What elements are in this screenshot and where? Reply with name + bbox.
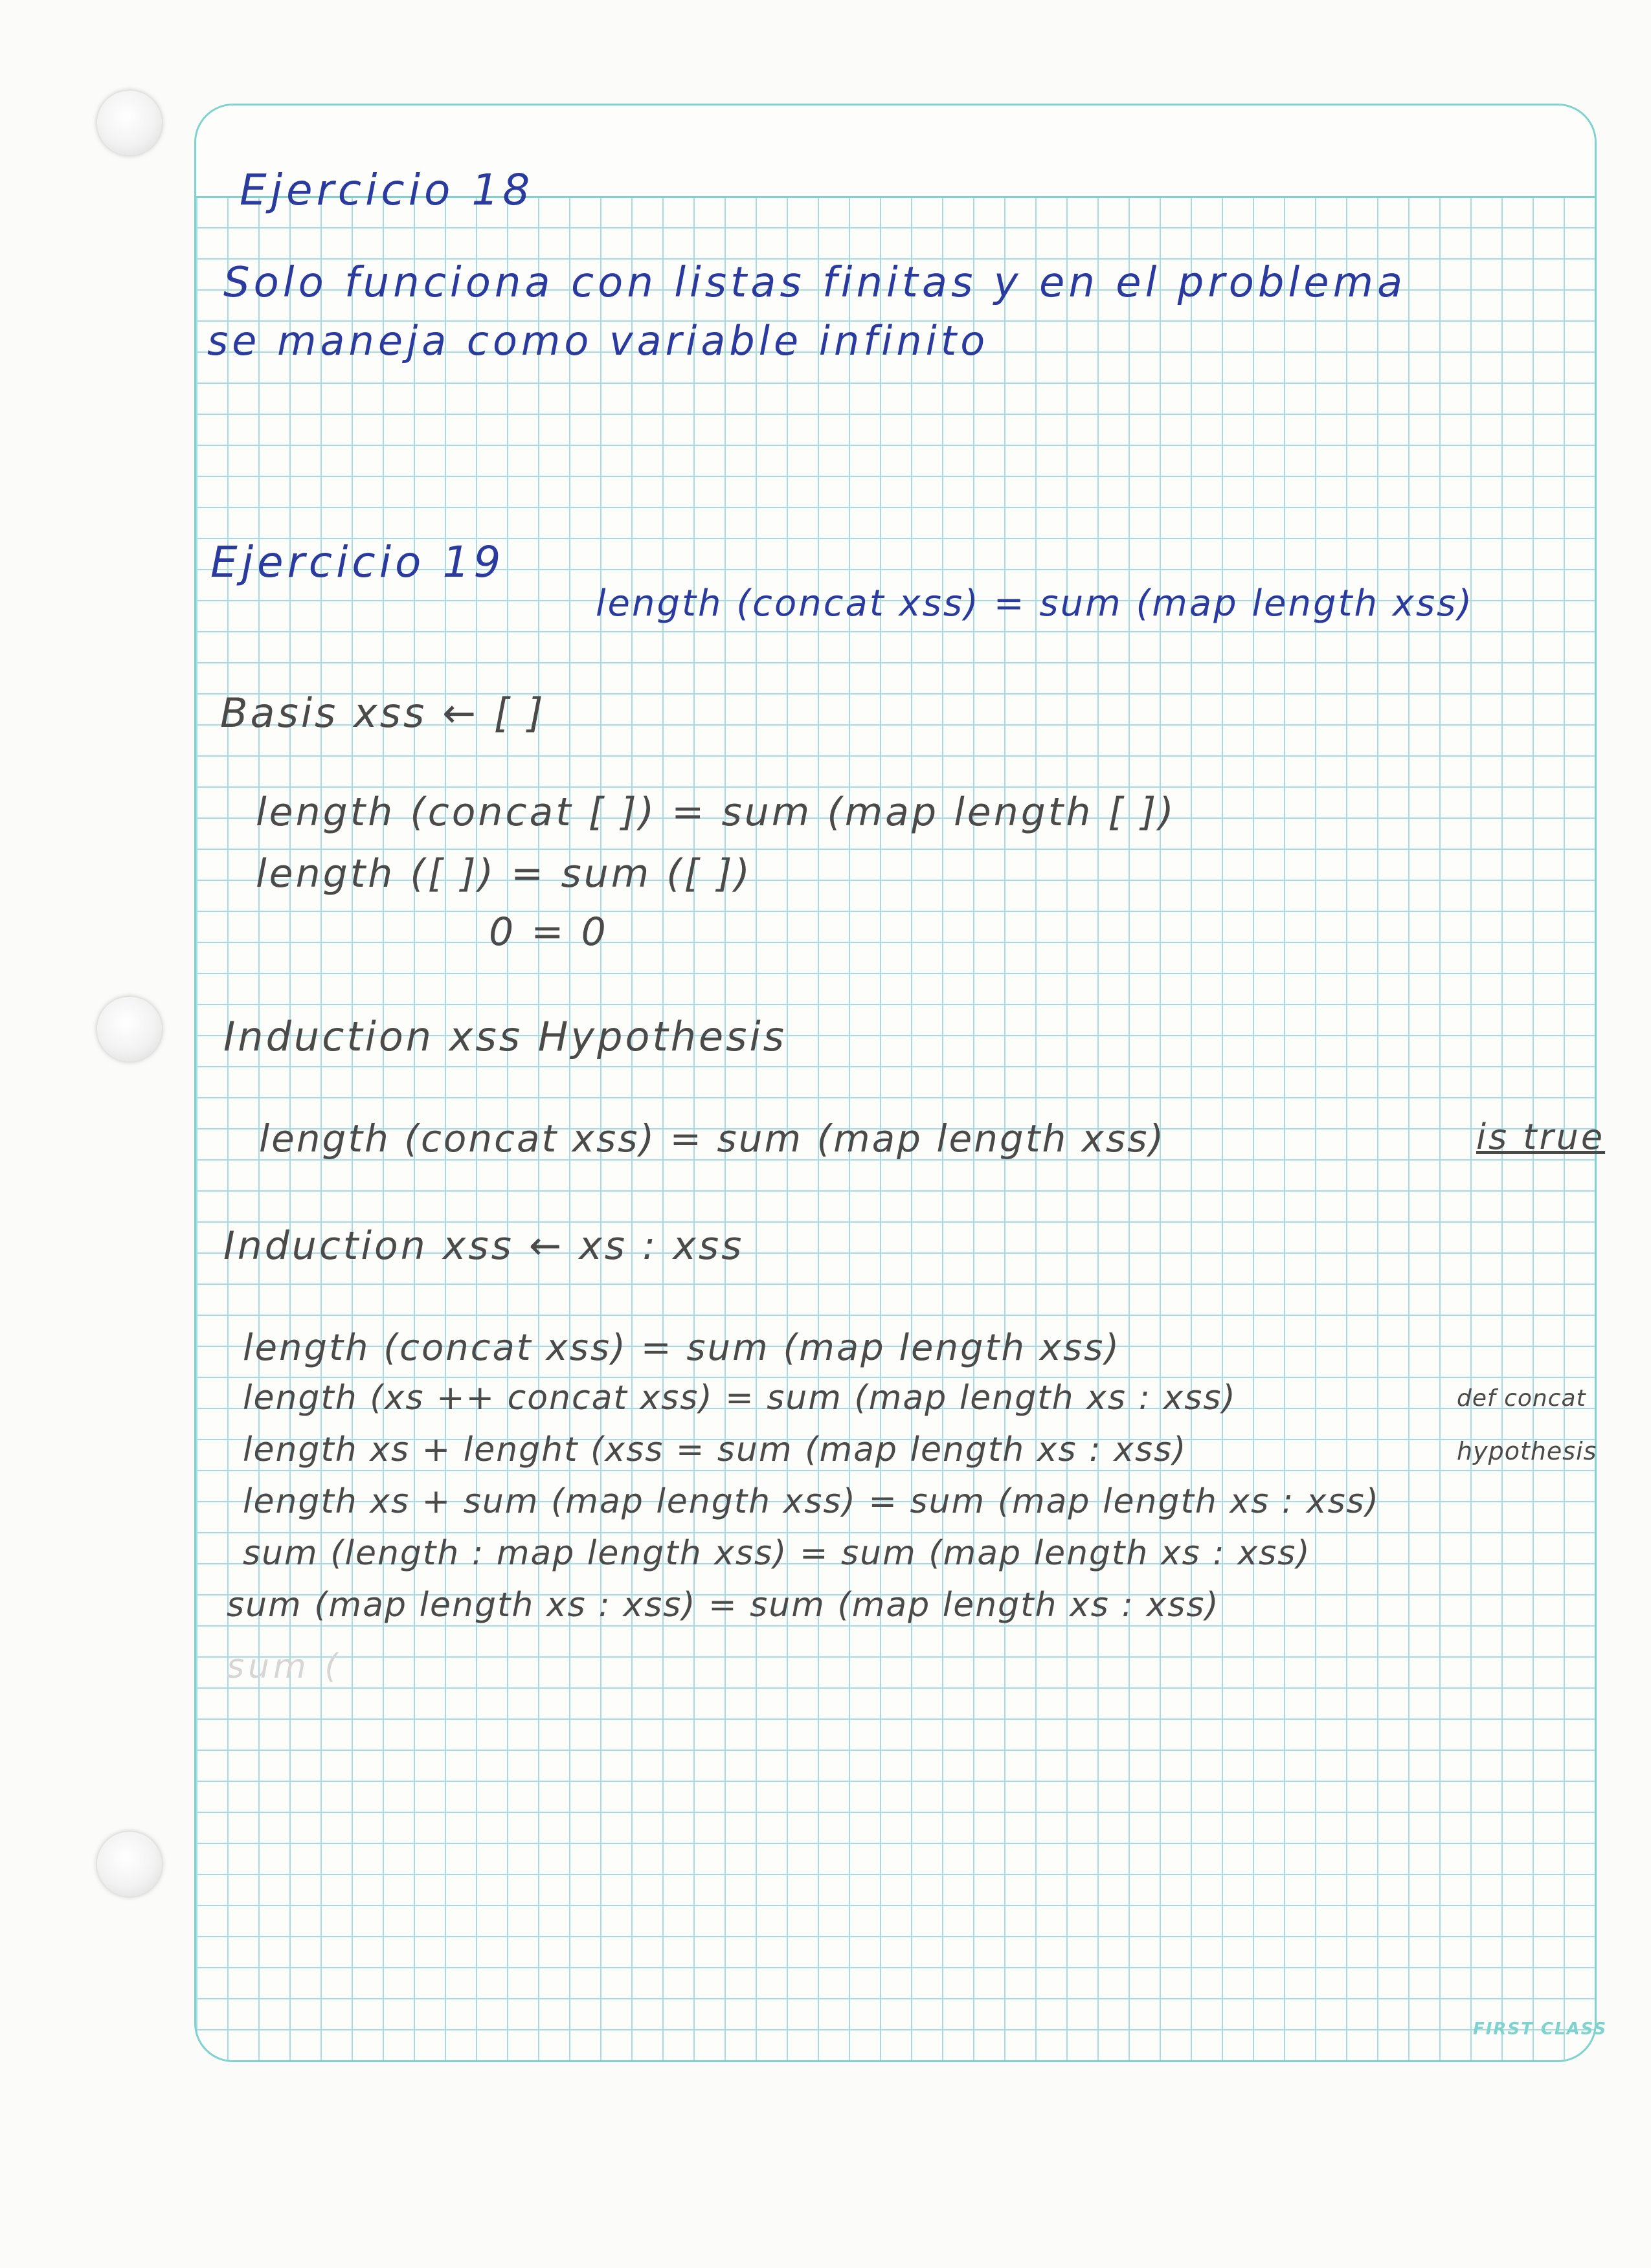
proof-step-5: sum (length : map length xss) = sum (map length xs : xss) bbox=[243, 1534, 1311, 1573]
induction-step-label: Induction xss ← xs : xss bbox=[223, 1223, 745, 1269]
proof-step-3-note: hypothesis bbox=[1457, 1437, 1597, 1465]
exercise-19-statement: length (concat xss) = sum (map length xss) bbox=[596, 583, 1474, 625]
punch-hole-top bbox=[97, 91, 162, 155]
notebook-page bbox=[194, 104, 1597, 2062]
punch-hole-middle bbox=[97, 997, 162, 1062]
brand-logo: FIRST CLASS bbox=[1473, 2019, 1608, 2039]
proof-step-1: length (concat xss) = sum (map length xss) bbox=[243, 1327, 1121, 1369]
proof-step-3: length xs + lenght (xss = sum (map length xs : xss) bbox=[243, 1430, 1187, 1469]
proof-step-4: length xs + sum (map length xss) = sum (map length xs : xss) bbox=[243, 1482, 1380, 1521]
proof-step-2: length (xs ++ concat xss) = sum (map length xs : xss) bbox=[243, 1379, 1237, 1418]
basis-step-1: length (concat [ ]) = sum (map length [ ]) bbox=[256, 790, 1176, 835]
exercise-18-title: Ejercicio 18 bbox=[240, 165, 534, 215]
basis-step-2: length ([ ]) = sum ([ ]) bbox=[256, 851, 752, 896]
exercise-18-line-1: Solo funciona con listas finitas y en el problema bbox=[223, 259, 1407, 307]
hypothesis-note: is true bbox=[1476, 1117, 1606, 1157]
exercise-19-title: Ejercicio 19 bbox=[210, 537, 505, 587]
proof-step-2-note: def concat bbox=[1457, 1385, 1586, 1412]
exercise-18-line-2: se maneja como variable infinito bbox=[207, 317, 989, 364]
erased-trailing-text: sum ( bbox=[227, 1647, 342, 1686]
basis-step-3: 0 = 0 bbox=[489, 909, 609, 955]
induction-label: Induction xss Hypothesis bbox=[223, 1013, 787, 1060]
punch-hole-bottom bbox=[97, 1832, 162, 1896]
hypothesis-line: length (concat xss) = sum (map length xss) bbox=[259, 1117, 1166, 1161]
proof-step-6: sum (map length xs : xss) = sum (map length xs : xss) bbox=[227, 1586, 1220, 1625]
basis-label: Basis xss ← [ ] bbox=[220, 689, 546, 737]
